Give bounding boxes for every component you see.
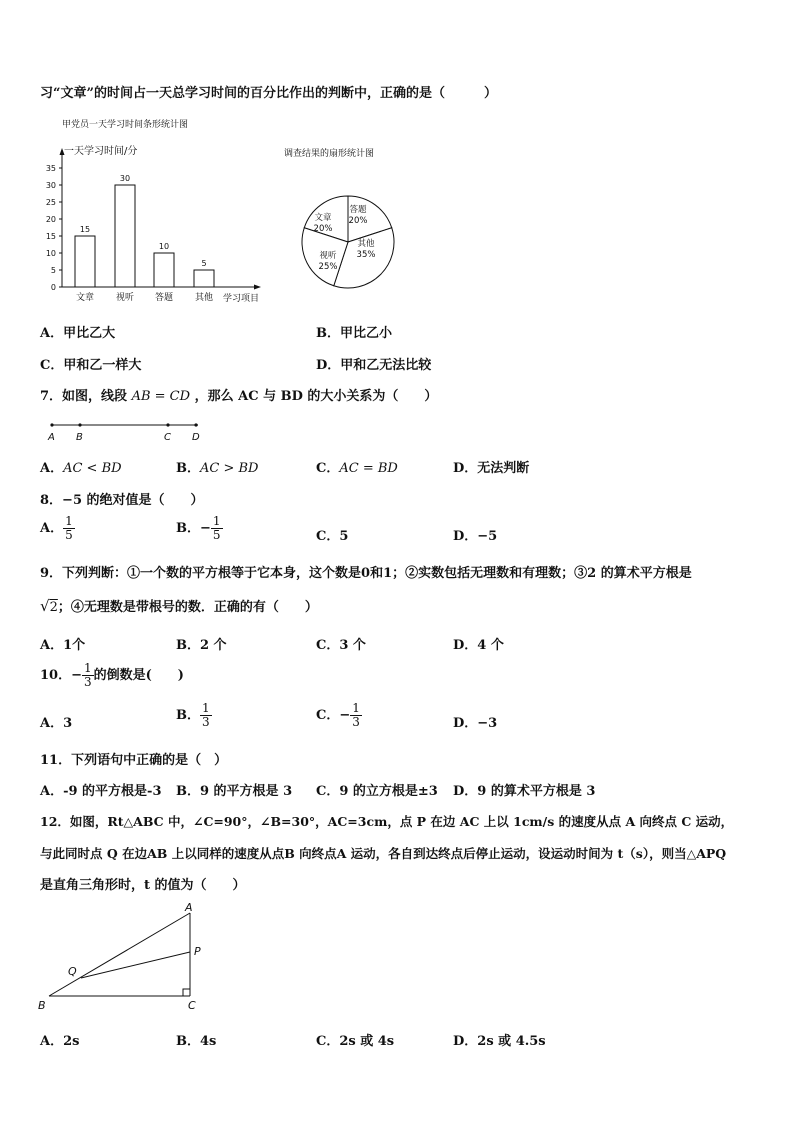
fraction-denominator: 3 (83, 675, 92, 689)
bar-category-label: 文章 (75, 293, 95, 303)
bar-value-label: 10 (158, 242, 170, 251)
q10-option-c[interactable] (316, 702, 362, 729)
fraction-denominator: 5 (212, 528, 221, 542)
q6-option-d[interactable]: D．甲和乙无法比较 (316, 358, 432, 373)
q7-suffix: ，那么 AC 与 BD 的大小关系为（ ） (194, 389, 438, 404)
q9-line2-text: ；④无理数是带根号的数．正确的有（ ） (57, 600, 318, 615)
q7-option-a-expr: AC < BD (63, 461, 122, 476)
question-6-stem-tail: 习“文章”的时间占一天总学习时间的百分比作出的判断中，正确的是（ ） (40, 86, 497, 101)
q11-option-c[interactable]: C．9 的立方根是±3 (316, 784, 438, 799)
q10-option-a[interactable]: A．3 (40, 716, 73, 731)
sqrt-value: 2 (49, 600, 58, 615)
q6-option-c[interactable]: C．甲和乙一样大 (40, 358, 142, 373)
question-10-stem (40, 662, 184, 689)
y-tick-label: 15 (45, 232, 56, 241)
point-c-label: C (164, 432, 171, 443)
q7-option-c-expr: AC = BD (339, 461, 398, 476)
y-tick-label: 30 (45, 181, 56, 190)
triangle-figure (30, 898, 220, 1016)
bar-category-label: 其他 (194, 293, 214, 303)
y-tick-label: 5 (50, 266, 56, 275)
sqrt-symbol: √ (40, 597, 50, 615)
q12-option-a[interactable]: A．2s (40, 1034, 80, 1049)
bar-chart-xlabel: 学习项目 (223, 294, 260, 304)
pie-slice-name: 其他 (357, 239, 375, 249)
q10-option-c-label: C．− (316, 708, 351, 723)
question-8-stem: 8．−5 的绝对值是（ ） (40, 493, 204, 508)
q7-option-a[interactable] (40, 457, 122, 476)
q7-prefix: 7．如图，线段 (40, 389, 128, 404)
q10-fraction (82, 662, 94, 689)
bar-1 (115, 185, 135, 287)
q6-option-b[interactable]: B．甲比乙小 (316, 326, 392, 341)
q10-option-b-label: B． (176, 708, 200, 723)
bar-value-label: 30 (119, 174, 131, 183)
q10-option-b-fraction (200, 702, 212, 729)
fraction-numerator: 1 (352, 701, 360, 715)
q8-option-a-label: A． (40, 521, 64, 536)
y-tick-label: 20 (45, 215, 56, 224)
q7-option-b-label: B． (176, 461, 200, 476)
pie-slice-name: 视听 (319, 251, 337, 261)
question-11-stem: 11．下列语句中正确的是（ ） (40, 753, 228, 768)
bar-0 (75, 236, 95, 287)
y-tick-label: 25 (45, 198, 56, 207)
vertex-b-label: B (38, 999, 46, 1012)
q11-option-d[interactable]: D．9 的算术平方根是 3 (453, 784, 596, 799)
question-7-stem (40, 385, 437, 404)
q9-option-c[interactable]: C．3 个 (316, 638, 366, 653)
fraction-numerator: 1 (65, 514, 73, 528)
q10-option-c-fraction (350, 702, 362, 729)
bar-chart-ylabel: 一天学习时间/分 (64, 146, 138, 157)
vertex-a-label: A (185, 901, 193, 914)
pie-slice-name: 答题 (349, 205, 367, 215)
bar-value-label: 5 (201, 259, 207, 268)
y-tick-label: 10 (45, 249, 56, 258)
pie-slice-pct: 25% (318, 262, 338, 272)
y-tick-label: 35 (45, 164, 56, 173)
q7-option-b[interactable] (176, 457, 258, 476)
vertex-c-label: C (188, 999, 196, 1012)
point-a-label: A (48, 432, 55, 443)
point-b-label: B (76, 432, 83, 443)
q7-option-b-expr: AC > BD (200, 461, 259, 476)
q7-option-d[interactable]: D．无法判断 (453, 461, 530, 476)
bar-category-label: 答题 (154, 293, 174, 303)
q7-option-c-label: C． (316, 461, 340, 476)
pie-chart (280, 138, 440, 298)
fraction-denominator: 5 (65, 528, 73, 542)
pie-slice-pct: 35% (356, 250, 376, 260)
q10-suffix: 的倒数是( ) (93, 668, 184, 683)
q10-option-b[interactable] (176, 702, 212, 729)
q12-option-d[interactable]: D．2s 或 4.5s (453, 1034, 546, 1049)
q8-option-b[interactable] (176, 515, 223, 542)
q11-option-b[interactable]: B．9 的平方根是 3 (176, 784, 293, 799)
fraction-numerator: 1 (83, 661, 92, 675)
bar-3 (194, 270, 214, 287)
pie-slice-name: 文章 (314, 213, 332, 223)
q12-option-b[interactable]: B．4s (176, 1034, 217, 1049)
q11-option-a[interactable]: A．-9 的平方根是-3 (40, 784, 162, 799)
point-q-label: Q (68, 965, 77, 978)
q7-option-a-label: A． (40, 461, 64, 476)
q8-option-d[interactable]: D．−5 (453, 529, 498, 544)
fraction-numerator: 1 (212, 514, 221, 528)
pie-slice-pct: 20% (348, 216, 368, 226)
q9-option-d[interactable]: D．4 个 (453, 638, 504, 653)
bar-chart (40, 112, 280, 307)
fraction-numerator: 1 (202, 701, 210, 715)
bar-2 (154, 253, 174, 287)
q9-option-b[interactable]: B．2 个 (176, 638, 227, 653)
q8-option-b-fraction (211, 515, 223, 542)
y-tick-label: 0 (50, 283, 56, 292)
fraction-denominator: 3 (352, 715, 360, 729)
q7-option-c[interactable] (316, 457, 398, 476)
bar-value-label: 15 (79, 225, 91, 234)
q9-option-a[interactable]: A．1个 (40, 638, 86, 653)
q10-prefix: 10．− (40, 668, 82, 683)
q8-option-b-label: B．− (176, 521, 211, 536)
pie-chart-title: 调查结果的扇形统计图 (284, 149, 375, 159)
question-12-stem-line1: 12．如图，Rt△ABC 中，∠C=90°，∠B=30°，AC=3cm，点 P 在边 AC 上以 1cm/s 的速度从点 A 向终点 C 运动， (40, 814, 734, 829)
q8-option-a[interactable] (40, 515, 75, 542)
question-9-stem-line1: 9．下列判断：①一个数的平方根等于它本身，这个数是0和1；②实数包括无理数和有理数；③2 的算术平方根是 (40, 566, 692, 581)
bar-chart-title: 甲党员一天学习时间条形统计图 (62, 120, 189, 130)
fraction-denominator: 3 (202, 715, 210, 729)
q12-option-c[interactable]: C．2s 或 4s (316, 1034, 395, 1049)
pie-slice-pct: 20% (313, 224, 333, 234)
question-9-stem-line2 (40, 596, 318, 615)
point-p-label: P (194, 945, 201, 958)
question-12-stem-line3: 是直角三角形时，t 的值为（ ） (40, 878, 246, 893)
q8-option-c[interactable]: C．5 (316, 529, 349, 544)
segment-figure (40, 418, 210, 446)
q6-option-a[interactable]: A．甲比乙大 (40, 326, 116, 341)
question-12-stem-line2: 与此同时点 Q 在边AB 上以同样的速度从点B 向终点A 运动，各自到达终点后停止运动，设运动时间为 t（s），则当△APQ (40, 846, 727, 861)
q7-expr: AB = CD (131, 389, 191, 404)
bar-category-label: 视听 (115, 293, 135, 303)
q10-option-d[interactable]: D．−3 (453, 716, 498, 731)
q8-option-a-fraction (63, 515, 75, 542)
point-d-label: D (192, 432, 200, 443)
